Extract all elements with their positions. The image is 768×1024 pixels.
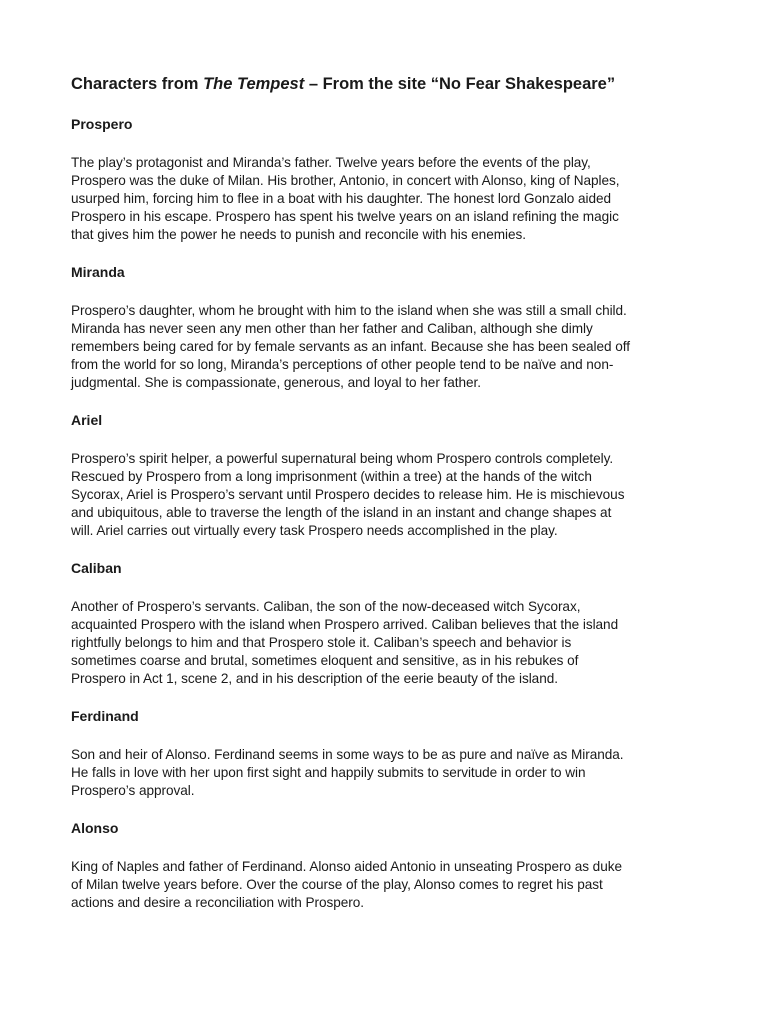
character-name: Miranda [71, 264, 125, 280]
description-line: actions and desire a reconciliation with Prospero. [71, 895, 364, 910]
description-line: Prospero’s daughter, whom he brought with him to the island when she was still a small child. [71, 303, 627, 318]
title-prefix: Characters from [71, 75, 204, 93]
character-section-alonso [71, 820, 701, 912]
description-line: Prospero’s spirit helper, a powerful supernatural being whom Prospero controls completely. [71, 451, 614, 466]
character-section-miranda [71, 264, 701, 392]
character-description [71, 302, 701, 392]
description-line: rightfully belongs to him and that Prospero stole it. Caliban’s speech and behavior is [71, 635, 572, 650]
character-description [71, 450, 701, 540]
character-name: Alonso [71, 820, 119, 836]
description-line: Rescued by Prospero from a long imprisonment (within a tree) at the hands of the witch [71, 469, 592, 484]
description-line: that gives him the power he needs to punish and reconcile with his enemies. [71, 227, 526, 242]
title-work: The Tempest [203, 75, 305, 93]
character-description [71, 154, 701, 244]
character-section-prospero [71, 116, 701, 244]
description-line: Son and heir of Alonso. Ferdinand seems in some ways to be as pure and naïve as Miranda. [71, 747, 624, 762]
document-title [71, 74, 701, 94]
character-section-ariel [71, 412, 701, 540]
description-line: sometimes coarse and brutal, sometimes eloquent and sensitive, as in his rebukes of [71, 653, 579, 668]
description-line: Prospero in his escape. Prospero has spent his twelve years on an island refining the magic [71, 209, 619, 224]
description-line: acquainted Prospero with the island when Prospero arrived. Caliban believes that the island [71, 617, 619, 632]
character-name: Ferdinand [71, 708, 139, 724]
description-line: Miranda has never seen any men other than her father and Caliban, although she dimly [71, 321, 593, 336]
description-line: will. Ariel carries out virtually every task Prospero needs accomplished in the play. [71, 523, 558, 538]
description-line: The play’s protagonist and Miranda’s father. Twelve years before the events of the play, [71, 155, 591, 170]
description-line: from the world for so long, Miranda’s perceptions of other people tend to be naïve and non- [71, 357, 614, 372]
description-line: Another of Prospero’s servants. Caliban, the son of the now-deceased witch Sycorax, [71, 599, 581, 614]
character-section-caliban [71, 560, 701, 688]
description-line: King of Naples and father of Ferdinand. Alonso aided Antonio in unseating Prospero as duke [71, 859, 622, 874]
character-description [71, 858, 701, 912]
description-line: Prospero in Act 1, scene 2, and in his description of the eerie beauty of the island. [71, 671, 558, 686]
description-line: Prospero was the duke of Milan. His brother, Antonio, in concert with Alonso, king of Naples, [71, 173, 620, 188]
character-description [71, 598, 701, 688]
document-page [71, 74, 701, 932]
description-line: remembers being cared for by female servants as an infant. Because she has been sealed off [71, 339, 630, 354]
description-line: judgmental. She is compassionate, generous, and loyal to her father. [71, 375, 481, 390]
title-suffix: – From the site “No Fear Shakespeare” [304, 75, 616, 93]
character-description [71, 746, 701, 800]
description-line: Sycorax, Ariel is Prospero’s servant until Prospero decides to release him. He is mischievous [71, 487, 625, 502]
description-line: and ubiquitous, able to traverse the length of the island in an instant and change shapes at [71, 505, 612, 520]
description-line: of Milan twelve years before. Over the course of the play, Alonso comes to regret his past [71, 877, 603, 892]
description-line: Prospero’s approval. [71, 783, 195, 798]
character-section-ferdinand [71, 708, 701, 800]
description-line: He falls in love with her upon first sight and happily submits to servitude in order to win [71, 765, 586, 780]
character-name: Prospero [71, 116, 133, 132]
character-name: Ariel [71, 412, 103, 428]
character-name: Caliban [71, 560, 122, 576]
description-line: usurped him, forcing him to flee in a boat with his daughter. The honest lord Gonzalo aided [71, 191, 612, 206]
